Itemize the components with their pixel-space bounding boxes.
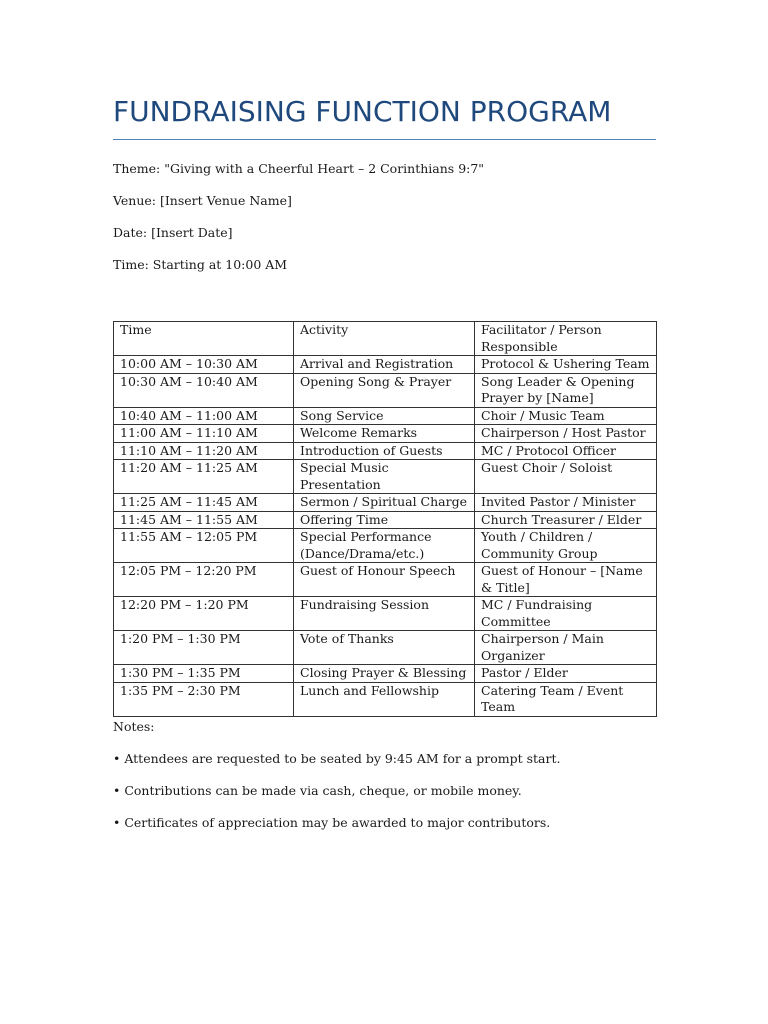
cell-facilitator: Choir / Music Team	[475, 407, 657, 425]
notes-heading: Notes:	[113, 719, 155, 734]
program-table	[113, 321, 657, 717]
cell-facilitator: Chairperson / Host Pastor	[475, 425, 657, 443]
cell-time: 1:30 PM – 1:35 PM	[114, 665, 294, 683]
note-item: • Contributions can be made via cash, cheque, or mobile money.	[113, 783, 522, 798]
cell-time: 12:05 PM – 12:20 PM	[114, 563, 294, 597]
cell-time: 12:20 PM – 1:20 PM	[114, 597, 294, 631]
table-row	[114, 511, 657, 529]
table-row	[114, 442, 657, 460]
cell-facilitator: Church Treasurer / Elder	[475, 511, 657, 529]
cell-facilitator: Youth / Children / Community Group	[475, 529, 657, 563]
table-row	[114, 665, 657, 683]
cell-facilitator: Catering Team / Event Team	[475, 682, 657, 716]
cell-facilitator: Protocol & Ushering Team	[475, 356, 657, 374]
header-activity: Activity	[294, 322, 475, 356]
note-item: • Attendees are requested to be seated by 9:45 AM for a prompt start.	[113, 751, 561, 766]
cell-facilitator: Song Leader & Opening Prayer by [Name]	[475, 373, 657, 407]
cell-time: 11:10 AM – 11:20 AM	[114, 442, 294, 460]
table-row	[114, 356, 657, 374]
cell-time: 1:35 PM – 2:30 PM	[114, 682, 294, 716]
cell-facilitator: Guest of Honour – [Name & Title]	[475, 563, 657, 597]
table-row	[114, 563, 657, 597]
table-row	[114, 631, 657, 665]
cell-time: 11:45 AM – 11:55 AM	[114, 511, 294, 529]
table-row	[114, 494, 657, 512]
cell-facilitator: Guest Choir / Soloist	[475, 460, 657, 494]
cell-activity: Special Music Presentation	[294, 460, 475, 494]
time-line: Time: Starting at 10:00 AM	[113, 257, 288, 272]
venue-line: Venue: [Insert Venue Name]	[113, 193, 292, 208]
table-row	[114, 597, 657, 631]
table-header-row	[114, 322, 657, 356]
cell-time: 10:30 AM – 10:40 AM	[114, 373, 294, 407]
table-row	[114, 682, 657, 716]
cell-time: 10:00 AM – 10:30 AM	[114, 356, 294, 374]
table-row	[114, 529, 657, 563]
header-time: Time	[114, 322, 294, 356]
cell-activity: Welcome Remarks	[294, 425, 475, 443]
cell-activity: Guest of Honour Speech	[294, 563, 475, 597]
cell-time: 11:55 AM – 12:05 PM	[114, 529, 294, 563]
note-item: • Certificates of appreciation may be awarded to major contributors.	[113, 815, 551, 830]
cell-activity: Lunch and Fellowship	[294, 682, 475, 716]
cell-time: 10:40 AM – 11:00 AM	[114, 407, 294, 425]
header-facilitator: Facilitator / Person Responsible	[475, 322, 657, 356]
cell-facilitator: MC / Protocol Officer	[475, 442, 657, 460]
cell-time: 11:00 AM – 11:10 AM	[114, 425, 294, 443]
date-line: Date: [Insert Date]	[113, 225, 233, 240]
cell-activity: Opening Song & Prayer	[294, 373, 475, 407]
cell-activity: Song Service	[294, 407, 475, 425]
cell-activity: Introduction of Guests	[294, 442, 475, 460]
cell-facilitator: MC / Fundraising Committee	[475, 597, 657, 631]
cell-activity: Offering Time	[294, 511, 475, 529]
title-underline	[113, 139, 656, 140]
page-title: FUNDRAISING FUNCTION PROGRAM	[113, 95, 612, 128]
cell-activity: Arrival and Registration	[294, 356, 475, 374]
cell-facilitator: Invited Pastor / Minister	[475, 494, 657, 512]
theme-line: Theme: "Giving with a Cheerful Heart – 2 Corinthians 9:7"	[113, 161, 485, 176]
table-row	[114, 425, 657, 443]
cell-activity: Sermon / Spiritual Charge	[294, 494, 475, 512]
cell-activity: Special Performance (Dance/Drama/etc.)	[294, 529, 475, 563]
cell-facilitator: Chairperson / Main Organizer	[475, 631, 657, 665]
cell-time: 11:25 AM – 11:45 AM	[114, 494, 294, 512]
table-row	[114, 373, 657, 407]
cell-time: 1:20 PM – 1:30 PM	[114, 631, 294, 665]
cell-time: 11:20 AM – 11:25 AM	[114, 460, 294, 494]
cell-activity: Fundraising Session	[294, 597, 475, 631]
cell-activity: Closing Prayer & Blessing	[294, 665, 475, 683]
table-row	[114, 460, 657, 494]
cell-activity: Vote of Thanks	[294, 631, 475, 665]
table-row	[114, 407, 657, 425]
cell-facilitator: Pastor / Elder	[475, 665, 657, 683]
